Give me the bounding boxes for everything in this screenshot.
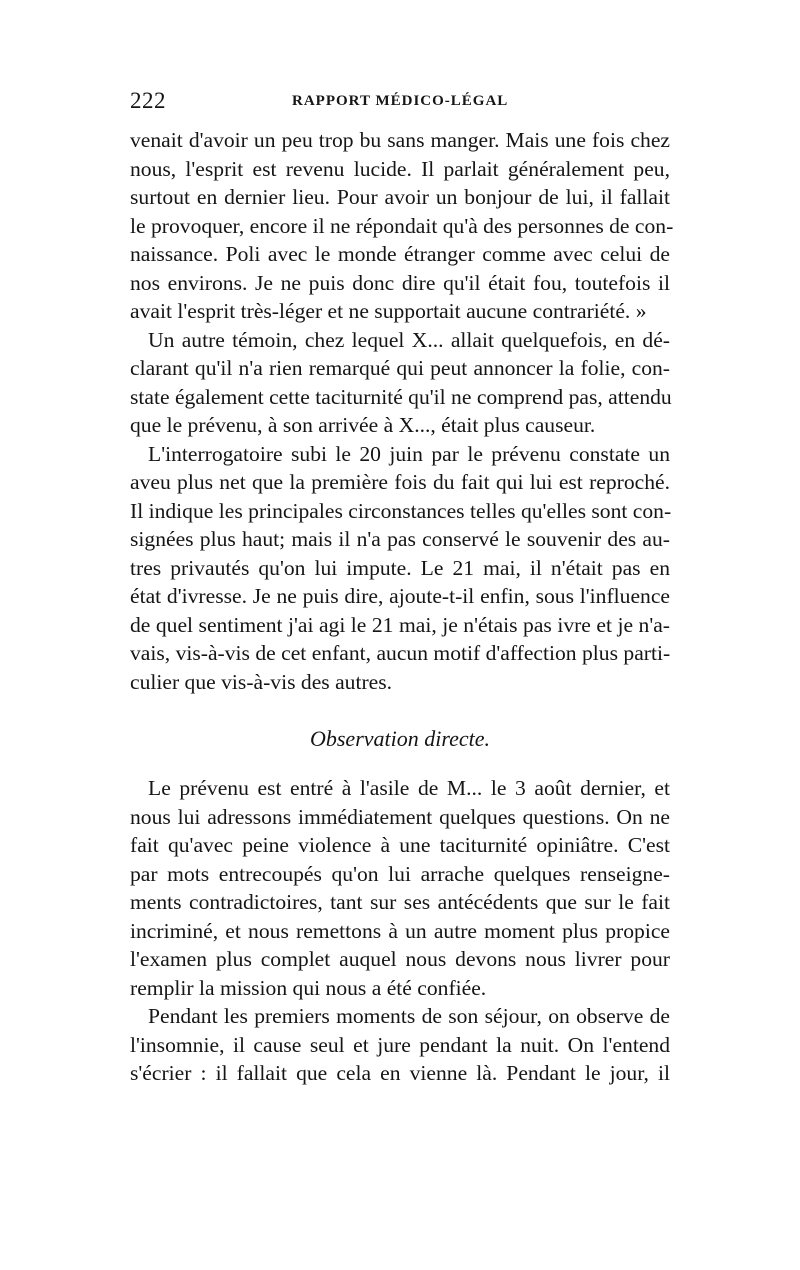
text-line: Un autre témoin, chez lequel X... allait quelquefois, en dé-	[148, 327, 670, 352]
text-line: state également cette taciturnité qu'il ne comprend pas, attendu	[130, 384, 672, 409]
text-line: Pendant les premiers moments de son séjour, on observe de	[148, 1004, 670, 1028]
text-line: l'insomnie, il cause seul et jure pendant la nuit. On l'entend	[130, 1032, 670, 1057]
text-line: aveu plus net que la première fois du fait qui lui est reproché.	[130, 470, 670, 494]
text-line: que le prévenu, à son arrivée à X..., était plus causeur.	[130, 413, 596, 437]
text-line: Le prévenu est entré à l'asile de M... le 3 août dernier, et	[148, 776, 670, 800]
text-line: surtout en dernier lieu. Pour avoir un bonjour de lui, il fallait	[130, 185, 670, 209]
page-header	[130, 88, 670, 118]
section-heading: Observation directe.	[309, 726, 491, 751]
text-line: signées plus haut; mais il n'a pas conservé le souvenir des au-	[130, 527, 670, 551]
text-line: culier que vis-à-vis des autres.	[130, 669, 393, 694]
text-line: L'interrogatoire subi le 20 juin par le prévenu constate un	[148, 441, 670, 466]
text-line: s'écrier : il fallait que cela en vienne là. Pendant le jour, il	[130, 1061, 670, 1085]
text-line: tres privautés qu'on lui impute. Le 21 mai, il n'était pas en	[130, 555, 670, 580]
text-line: avait l'esprit très-léger et ne supportait aucune contrariété. »	[130, 299, 647, 323]
text-line: nos environs. Je ne puis donc dire qu'il était fou, toutefois il	[130, 270, 670, 295]
text-line: état d'ivresse. Je ne puis dire, ajoute-t-il enfin, sous l'influence	[130, 584, 670, 608]
text-line: par mots entrecoupés qu'on lui arrache quelques renseigne-	[130, 861, 670, 886]
body-text-bottom	[130, 774, 670, 1088]
text-line: naissance. Poli avec le monde étranger comme avec celui de	[130, 242, 670, 266]
text-line: remplir la mission qui nous a été confiée.	[130, 975, 487, 1000]
text-line: ments contradictoires, tant sur ses antécédents que sur le fait	[130, 890, 670, 914]
text-line: nous, l'esprit est revenu lucide. Il parlait généralement peu,	[130, 156, 670, 181]
running-title: RAPPORT MÉDICO-LÉGAL	[292, 93, 509, 109]
text-line: de quel sentiment j'ai agi le 21 mai, je n'étais pas ivre et je n'a-	[130, 612, 670, 637]
body-text-top	[130, 126, 674, 696]
text-line: le provoquer, encore il ne répondait qu'à des personnes de con-	[130, 213, 674, 238]
text-line: fait qu'avec peine violence à une taciturnité opiniâtre. C'est	[130, 833, 670, 857]
text-line: clarant qu'il n'a rien remarqué qui peut annoncer la folie, con-	[130, 356, 670, 380]
text-line: venait d'avoir un peu trop bu sans manger. Mais une fois chez	[130, 128, 670, 152]
text-line: nous lui adressons immédiatement quelques questions. On ne	[130, 804, 670, 829]
text-line: incriminé, et nous remettons à un autre moment plus propice	[130, 918, 670, 943]
page-number: 222	[130, 88, 166, 113]
text-line: l'examen plus complet auquel nous devons nous livrer pour	[130, 947, 670, 971]
text-line: vais, vis-à-vis de cet enfant, aucun motif d'affection plus parti-	[130, 641, 671, 665]
text-line: Il indique les principales circonstances telles qu'elles sont con-	[130, 498, 672, 523]
